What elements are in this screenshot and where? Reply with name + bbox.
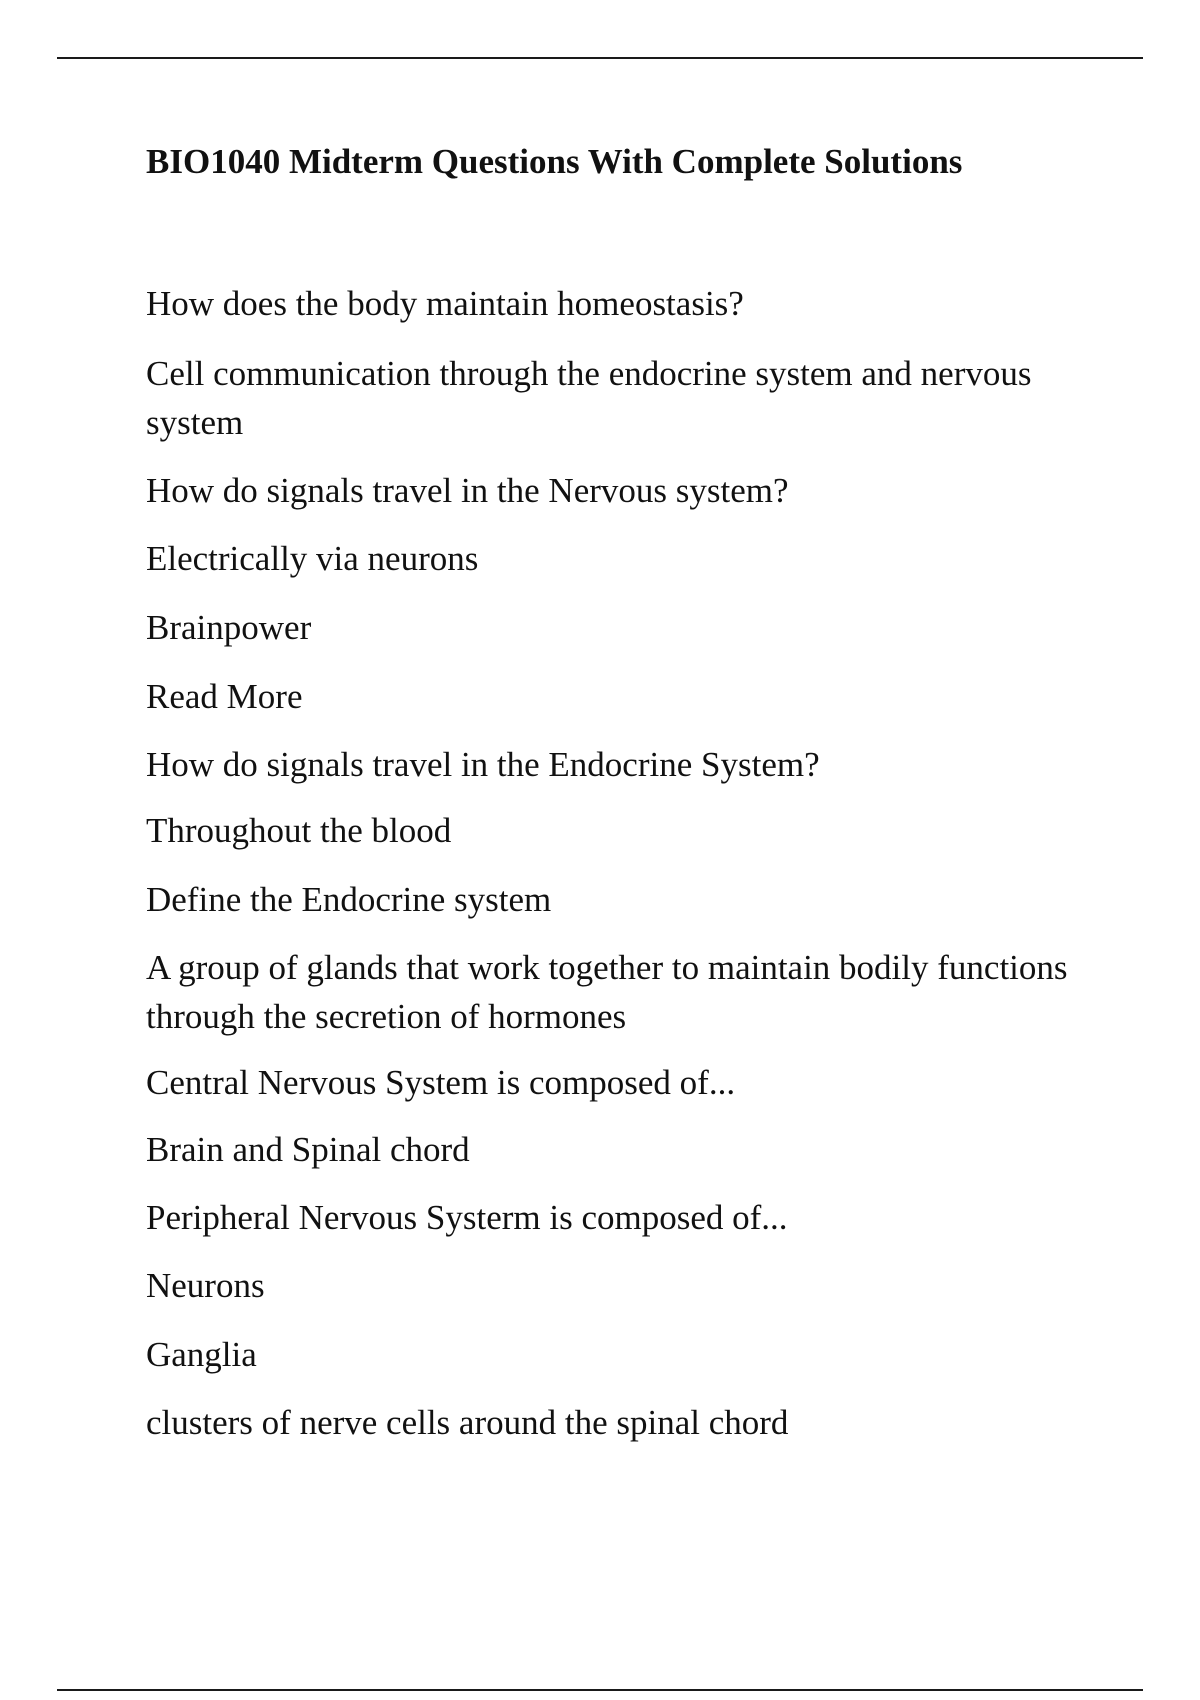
answer-homeostasis: Cell communication through the endocrine system and nervous system <box>146 354 1032 442</box>
question-ganglia: Ganglia <box>146 1335 257 1374</box>
bottom-divider <box>57 1689 1143 1691</box>
question-cns: Central Nervous System is composed of... <box>146 1063 736 1102</box>
question-nervous-signals: How do signals travel in the Nervous system? <box>146 471 789 510</box>
read-more-link[interactable]: Read More <box>146 677 303 716</box>
brainpower-label: Brainpower <box>146 608 312 647</box>
answer-cns: Brain and Spinal chord <box>146 1130 470 1169</box>
answer-nervous-signals: Electrically via neurons <box>146 539 479 578</box>
answer-define-endocrine: A group of glands that work together to maintain bodily functions through the secretion of hormones <box>146 948 1068 1036</box>
question-endocrine-signals: How do signals travel in the Endocrine System? <box>146 745 820 784</box>
answer-endocrine-signals: Throughout the blood <box>146 811 452 850</box>
top-divider <box>57 57 1143 59</box>
answer-ganglia: clusters of nerve cells around the spinal chord <box>146 1403 789 1442</box>
question-homeostasis: How does the body maintain homeostasis? <box>146 284 744 323</box>
question-pns: Peripheral Nervous Systerm is composed of... <box>146 1198 788 1237</box>
answer-pns: Neurons <box>146 1266 265 1305</box>
question-define-endocrine: Define the Endocrine system <box>146 880 552 919</box>
document-title: BIO1040 Midterm Questions With Complete Solutions <box>146 142 963 181</box>
